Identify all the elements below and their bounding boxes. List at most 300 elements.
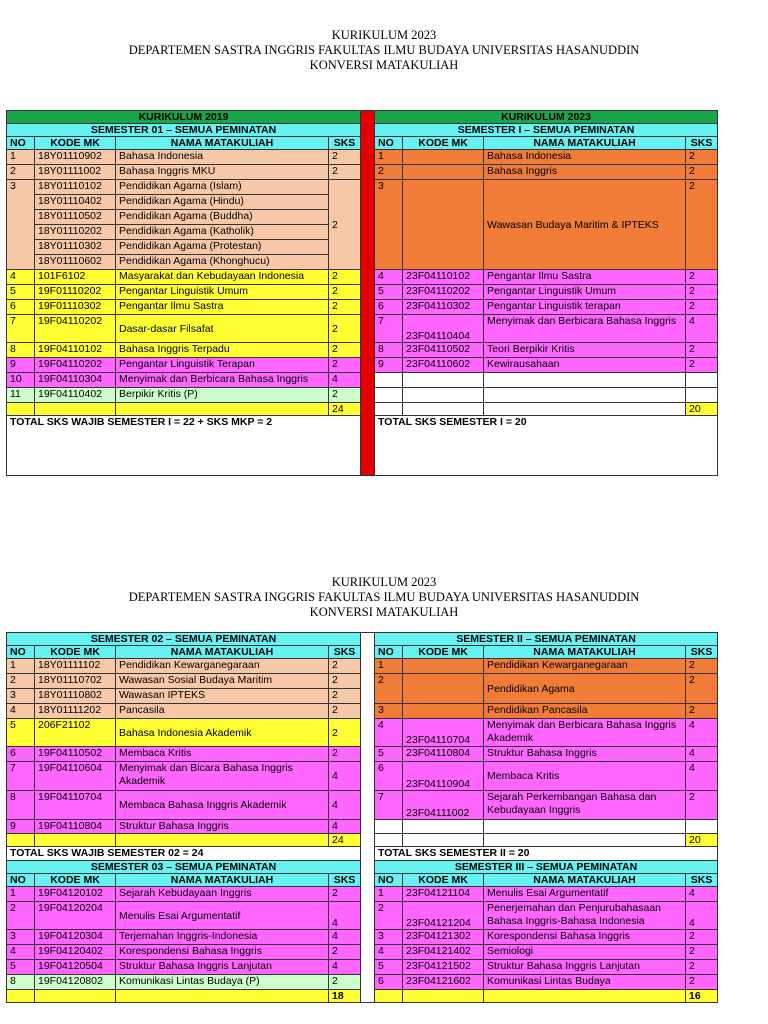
empty-cell <box>375 388 403 403</box>
cell-no: 6 <box>7 300 35 315</box>
empty-cell <box>403 373 484 388</box>
cell-kode: 23F04121204 <box>403 902 484 930</box>
cell-nama: Masyarakat dan Kebudayaan Indonesia <box>116 270 329 285</box>
empty-cell <box>686 388 718 403</box>
cell-nama: Sejarah Perkembangan Bahasa dan Kebudayaan Inggris <box>484 791 686 820</box>
col-header-kode: KODE MK <box>35 137 116 150</box>
empty-cell <box>403 834 484 847</box>
sks-total-right: 20 <box>686 834 718 847</box>
cell-kode: 18Y01111202 <box>35 704 116 719</box>
cell-no: 7 <box>375 315 403 343</box>
cell-nama: Teori Berpikir Kritis <box>484 343 686 358</box>
col-header-nama: NAMA MATAKULIAH <box>484 646 686 659</box>
cell-kode <box>403 180 484 270</box>
cell-kode: 206F21102 <box>35 719 116 747</box>
cell-no: 4 <box>375 945 403 960</box>
cell-sks: 4 <box>329 762 361 791</box>
sks-total-row <box>7 834 718 847</box>
cell-sks: 2 <box>329 719 361 747</box>
table-row <box>7 960 718 975</box>
gap-cell <box>361 689 375 704</box>
gap-cell <box>361 990 375 1003</box>
cell-nama: Pancasila <box>116 704 329 719</box>
cell-no: 1 <box>375 150 403 165</box>
semester-title-right: SEMESTER II – SEMUA PEMINATAN <box>375 633 718 646</box>
cell-sks: 2 <box>686 270 718 285</box>
heading-department: DEPARTEMEN SASTRA INGGRIS FAKULTAS ILMU BUDAYA UNIVERSITAS HASANUDDIN <box>128 590 640 604</box>
cell-sks: 2 <box>686 300 718 315</box>
cell-sks: 2 <box>686 358 718 373</box>
cell-no: 7 <box>7 762 35 791</box>
empty-cell <box>484 403 686 416</box>
gap-cell <box>361 762 375 791</box>
cell-kode: 18Y01110102 <box>35 180 116 195</box>
cell-no: 3 <box>375 930 403 945</box>
conversion-table-semester-1 <box>6 110 718 476</box>
gap-cell <box>361 820 375 834</box>
col-header-kode: KODE MK <box>403 646 484 659</box>
cell-kode: 23F04121104 <box>403 887 484 902</box>
cell-no: 3 <box>7 930 35 945</box>
cell-no: 5 <box>375 960 403 975</box>
empty-cell <box>484 834 686 847</box>
cell-sks: 2 <box>329 887 361 902</box>
cell-nama: Kewirausahaan <box>484 358 686 373</box>
cell-no: 5 <box>375 747 403 762</box>
cell-kode: 23F04121602 <box>403 975 484 990</box>
cell-kode: 23F04111002 <box>403 791 484 820</box>
cell-sks: 2 <box>686 960 718 975</box>
empty-cell <box>403 820 484 834</box>
cell-no: 3 <box>375 704 403 719</box>
cell-no: 6 <box>7 747 35 762</box>
cell-no: 9 <box>7 358 35 373</box>
cell-nama: Pendidikan Agama (Islam) <box>116 180 329 195</box>
conversion-table-semester-2-3 <box>6 632 718 1003</box>
cell-kode: 23F04121402 <box>403 945 484 960</box>
cell-no: 5 <box>7 719 35 747</box>
empty-cell <box>484 820 686 834</box>
cell-sks: 2 <box>329 285 361 300</box>
cell-nama: Membaca Kritis <box>116 747 329 762</box>
cell-no: 6 <box>375 975 403 990</box>
cell-nama: Semiologi <box>484 945 686 960</box>
cell-kode: 19F04110804 <box>35 820 116 834</box>
cell-sks: 2 <box>329 747 361 762</box>
cell-no: 4 <box>7 945 35 960</box>
empty-cell <box>35 403 116 416</box>
col-header-nama: NAMA MATAKULIAH <box>116 874 329 887</box>
cell-kode: 23F04121302 <box>403 930 484 945</box>
cell-kode: 23F04110704 <box>403 719 484 747</box>
empty-cell <box>35 990 116 1003</box>
cell-nama: Menyimak dan Berbicara Bahasa Inggris Akademik <box>484 719 686 747</box>
gap-cell <box>361 874 375 887</box>
cell-no: 1 <box>375 659 403 674</box>
empty-cell <box>403 388 484 403</box>
table-row <box>7 674 718 689</box>
cell-nama: Menyimak dan Berbicara Bahasa Inggris <box>116 373 329 388</box>
empty-cell <box>686 373 718 388</box>
heading-subtitle: KONVERSI MATAKULIAH <box>309 605 459 619</box>
cell-nama: Bahasa Indonesia Akademik <box>116 719 329 747</box>
cell-no: 9 <box>375 358 403 373</box>
kurikulum-2019-title: KURIKULUM 2019 <box>7 111 361 124</box>
cell-sks: 2 <box>329 180 361 270</box>
document-heading-top <box>0 28 768 73</box>
sks-total-left: 24 <box>329 403 361 416</box>
cell-kode: 18Y01110702 <box>35 674 116 689</box>
cell-sks: 2 <box>686 791 718 820</box>
cell-sks: 2 <box>686 704 718 719</box>
cell-no: 1 <box>7 887 35 902</box>
cell-nama: Membaca Bahasa Inggris Akademik <box>116 791 329 820</box>
table-row <box>7 659 718 674</box>
cell-kode: 19F04110102 <box>35 343 116 358</box>
gap-cell <box>361 945 375 960</box>
cell-sks: 4 <box>686 887 718 902</box>
cell-nama: Terjemahan Inggris-Indonesia <box>116 930 329 945</box>
cell-nama: Penerjemahan dan Penjurubahasaan Bahasa Inggris-Bahasa Indonesia <box>484 902 686 930</box>
col-header-no: NO <box>375 137 403 150</box>
cell-nama: Pendidikan Agama (Khonghucu) <box>116 255 329 270</box>
table-row <box>7 945 718 960</box>
cell-kode: 19F04120402 <box>35 945 116 960</box>
col-header-nama: NAMA MATAKULIAH <box>484 137 686 150</box>
sks-total-row <box>7 990 718 1003</box>
table-row <box>7 902 718 930</box>
cell-no: 2 <box>375 165 403 180</box>
cell-no: 5 <box>7 285 35 300</box>
cell-sks: 2 <box>686 180 718 270</box>
cell-kode: 19F04110304 <box>35 373 116 388</box>
cell-sks: 2 <box>329 315 361 343</box>
gap-cell <box>361 659 375 674</box>
empty-cell <box>375 990 403 1003</box>
total-sks-right-label: TOTAL SKS SEMESTER II = 20 <box>375 847 718 861</box>
cell-sks: 2 <box>329 689 361 704</box>
red-divider <box>361 111 375 476</box>
col-header-sks: SKS <box>329 874 361 887</box>
cell-no: 6 <box>375 300 403 315</box>
cell-kode: 23F04110904 <box>403 762 484 791</box>
cell-nama: Pendidikan Kewarganegaraan <box>484 659 686 674</box>
empty-cell <box>375 820 403 834</box>
cell-kode: 18Y01110202 <box>35 225 116 240</box>
cell-sks: 2 <box>329 975 361 990</box>
cell-nama: Pengantar Linguistik terapan <box>484 300 686 315</box>
gap-cell <box>361 747 375 762</box>
empty-cell <box>403 403 484 416</box>
gap-cell <box>361 674 375 689</box>
cell-kode <box>403 659 484 674</box>
cell-nama: Menyimak dan Bicara Bahasa Inggris Akademik <box>116 762 329 791</box>
cell-kode: 19F04110604 <box>35 762 116 791</box>
cell-sks: 2 <box>329 704 361 719</box>
cell-kode <box>403 165 484 180</box>
empty-cell <box>7 403 35 416</box>
empty-cell <box>116 834 329 847</box>
cell-no: 1 <box>7 150 35 165</box>
semester-title-left: SEMESTER 01 – SEMUA PEMINATAN <box>7 124 361 137</box>
heading-title: KURIKULUM 2023 <box>331 28 437 42</box>
col-header-sks: SKS <box>686 137 718 150</box>
cell-sks: 2 <box>686 285 718 300</box>
col-header-no: NO <box>375 874 403 887</box>
cell-no: 2 <box>375 902 403 930</box>
cell-kode: 23F04121502 <box>403 960 484 975</box>
cell-no: 2 <box>7 674 35 689</box>
gap-cell <box>361 861 375 874</box>
cell-sks: 2 <box>329 358 361 373</box>
cell-kode: 19F04120504 <box>35 960 116 975</box>
cell-nama: Korespondensi Bahasa Inggris <box>116 945 329 960</box>
cell-sks: 2 <box>329 150 361 165</box>
cell-sks: 4 <box>686 902 718 930</box>
cell-kode: 23F04110102 <box>403 270 484 285</box>
cell-kode: 23F04110404 <box>403 315 484 343</box>
cell-sks: 2 <box>686 930 718 945</box>
cell-kode: 19F04110502 <box>35 747 116 762</box>
col-header-no: NO <box>7 874 35 887</box>
sks-total-right: 16 <box>686 990 718 1003</box>
cell-kode: 18Y01110502 <box>35 210 116 225</box>
cell-kode: 19F04110704 <box>35 791 116 820</box>
col-header-kode: KODE MK <box>35 646 116 659</box>
sks-total-left: 24 <box>329 834 361 847</box>
cell-no: 5 <box>7 960 35 975</box>
document-heading-bottom <box>0 575 768 620</box>
table-row <box>7 719 718 747</box>
total-sks-left-label: TOTAL SKS WAJIB SEMESTER I = 22 + SKS MKP = 2 <box>7 416 361 476</box>
cell-no: 4 <box>7 704 35 719</box>
cell-nama: Pengantar Linguistik Umum <box>116 285 329 300</box>
table-row <box>7 930 718 945</box>
col-header-nama: NAMA MATAKULIAH <box>116 646 329 659</box>
cell-nama: Pengantar Ilmu Sastra <box>116 300 329 315</box>
col-header-no: NO <box>7 646 35 659</box>
cell-no: 9 <box>7 820 35 834</box>
cell-nama: Wawasan Sosial Budaya Maritim <box>116 674 329 689</box>
empty-cell <box>686 820 718 834</box>
cell-no: 5 <box>375 285 403 300</box>
cell-sks: 4 <box>329 960 361 975</box>
empty-cell <box>116 990 329 1003</box>
cell-nama: Wawasan IPTEKS <box>116 689 329 704</box>
table-row <box>7 975 718 990</box>
cell-sks: 2 <box>686 343 718 358</box>
total-sks-left-label: TOTAL SKS WAJIB SEMESTER 02 = 24 <box>7 847 361 861</box>
cell-sks: 2 <box>686 674 718 704</box>
cell-sks: 2 <box>686 165 718 180</box>
heading-subtitle: KONVERSI MATAKULIAH <box>309 58 459 72</box>
gap-cell <box>361 704 375 719</box>
cell-nama: Bahasa Indonesia <box>116 150 329 165</box>
gap-cell <box>361 930 375 945</box>
cell-kode: 19F04110402 <box>35 388 116 403</box>
col-header-nama: NAMA MATAKULIAH <box>116 137 329 150</box>
gap-cell <box>361 902 375 930</box>
cell-kode: 19F04120102 <box>35 887 116 902</box>
cell-sks: 2 <box>686 659 718 674</box>
empty-cell <box>7 834 35 847</box>
cell-nama: Pendidikan Agama (Buddha) <box>116 210 329 225</box>
cell-no: 4 <box>375 270 403 285</box>
cell-nama: Sejarah Kebudayaan Inggris <box>116 887 329 902</box>
cell-no: 11 <box>7 388 35 403</box>
col-header-nama: NAMA MATAKULIAH <box>484 874 686 887</box>
cell-no: 6 <box>375 762 403 791</box>
col-header-no: NO <box>7 137 35 150</box>
cell-nama: Komunikasi Lintas Budaya <box>484 975 686 990</box>
cell-kode: 18Y01110402 <box>35 195 116 210</box>
semester-title-right: SEMESTER III – SEMUA PEMINATAN <box>375 861 718 874</box>
cell-nama: Struktur Bahasa Inggris Lanjutan <box>484 960 686 975</box>
table-row <box>7 762 718 791</box>
col-header-sks: SKS <box>686 874 718 887</box>
cell-kode <box>403 150 484 165</box>
gap-cell <box>361 887 375 902</box>
cell-no: 4 <box>375 719 403 747</box>
col-header-no: NO <box>375 646 403 659</box>
gap-cell <box>361 960 375 975</box>
cell-nama: Bahasa Indonesia <box>484 150 686 165</box>
empty-cell <box>484 990 686 1003</box>
cell-nama: Pengantar Linguistik Umum <box>484 285 686 300</box>
cell-sks: 2 <box>329 270 361 285</box>
col-header-sks: SKS <box>329 137 361 150</box>
cell-nama: Menulis Esai Argumentatif <box>116 902 329 930</box>
table-row <box>7 820 718 834</box>
cell-nama: Menyimak dan Berbicara Bahasa Inggris <box>484 315 686 343</box>
cell-kode: 23F04110804 <box>403 747 484 762</box>
cell-sks: 4 <box>686 315 718 343</box>
cell-nama: Pendidikan Agama <box>484 674 686 704</box>
cell-sks: 2 <box>329 165 361 180</box>
cell-sks: 2 <box>329 945 361 960</box>
gap-cell <box>361 847 375 861</box>
cell-sks: 2 <box>329 300 361 315</box>
cell-no: 1 <box>375 887 403 902</box>
cell-nama: Membaca Kritis <box>484 762 686 791</box>
cell-kode: 18Y01110302 <box>35 240 116 255</box>
cell-nama: Bahasa Inggris Terpadu <box>116 343 329 358</box>
cell-kode <box>403 704 484 719</box>
cell-no: 7 <box>7 315 35 343</box>
cell-nama: Bahasa Inggris <box>484 165 686 180</box>
cell-no: 1 <box>7 659 35 674</box>
empty-cell <box>7 990 35 1003</box>
cell-no: 7 <box>375 791 403 820</box>
col-header-kode: KODE MK <box>403 137 484 150</box>
cell-no: 4 <box>7 270 35 285</box>
gap-cell <box>361 975 375 990</box>
cell-kode: 18Y01110602 <box>35 255 116 270</box>
cell-kode: 101F6102 <box>35 270 116 285</box>
cell-nama: Struktur Bahasa Inggris Lanjutan <box>116 960 329 975</box>
cell-no: 2 <box>7 902 35 930</box>
semester-title-left: SEMESTER 02 – SEMUA PEMINATAN <box>7 633 361 646</box>
sks-total-left: 18 <box>329 990 361 1003</box>
cell-no: 8 <box>7 791 35 820</box>
cell-kode: 23F04110302 <box>403 300 484 315</box>
heading-department: DEPARTEMEN SASTRA INGGRIS FAKULTAS ILMU BUDAYA UNIVERSITAS HASANUDDIN <box>128 43 640 57</box>
kurikulum-2023-title: KURIKULUM 2023 <box>375 111 718 124</box>
cell-nama: Berpikir Kritis (P) <box>116 388 329 403</box>
cell-sks: 4 <box>686 719 718 747</box>
cell-no: 8 <box>7 975 35 990</box>
table-row <box>7 887 718 902</box>
cell-sks: 4 <box>329 820 361 834</box>
cell-nama: Pengantar Linguistik Terapan <box>116 358 329 373</box>
empty-cell <box>484 373 686 388</box>
col-header-kode: KODE MK <box>35 874 116 887</box>
cell-nama: Korespondensi Bahasa Inggris <box>484 930 686 945</box>
empty-cell <box>35 834 116 847</box>
cell-sks: 2 <box>686 975 718 990</box>
cell-kode: 19F04120204 <box>35 902 116 930</box>
cell-no: 8 <box>375 343 403 358</box>
cell-sks: 4 <box>329 930 361 945</box>
cell-kode: 23F04110602 <box>403 358 484 373</box>
cell-no: 3 <box>7 689 35 704</box>
cell-nama: Pendidikan Pancasila <box>484 704 686 719</box>
cell-kode: 18Y01110802 <box>35 689 116 704</box>
cell-kode <box>403 674 484 704</box>
cell-sks: 2 <box>686 150 718 165</box>
cell-nama: Pendidikan Kewarganegaraan <box>116 659 329 674</box>
col-header-kode: KODE MK <box>403 874 484 887</box>
cell-kode: 18Y01111002 <box>35 165 116 180</box>
cell-no: 3 <box>375 180 403 270</box>
cell-nama: Pendidikan Agama (Hindu) <box>116 195 329 210</box>
cell-sks: 2 <box>329 674 361 689</box>
col-header-sks: SKS <box>329 646 361 659</box>
gap-cell <box>361 834 375 847</box>
cell-sks: 2 <box>329 343 361 358</box>
cell-kode: 19F01110302 <box>35 300 116 315</box>
gap-cell <box>361 633 375 646</box>
cell-nama: Menulis Esai Argumentatif <box>484 887 686 902</box>
empty-cell <box>116 403 329 416</box>
cell-kode: 19F04120802 <box>35 975 116 990</box>
empty-cell <box>375 403 403 416</box>
cell-no: 10 <box>7 373 35 388</box>
cell-nama: Pengantar Ilmu Sastra <box>484 270 686 285</box>
empty-cell <box>375 373 403 388</box>
cell-kode: 19F04120304 <box>35 930 116 945</box>
cell-sks: 4 <box>329 373 361 388</box>
cell-no: 2 <box>375 674 403 704</box>
semester-title-left: SEMESTER 03 – SEMUA PEMINATAN <box>7 861 361 874</box>
cell-nama: Struktur Bahasa Inggris <box>116 820 329 834</box>
cell-kode: 18Y01110902 <box>35 150 116 165</box>
cell-nama: Wawasan Budaya Maritim & IPTEKS <box>484 180 686 270</box>
cell-sks: 2 <box>329 388 361 403</box>
gap-cell <box>361 791 375 820</box>
table-row <box>7 704 718 719</box>
heading-title: KURIKULUM 2023 <box>331 575 437 589</box>
total-sks-right-label: TOTAL SKS SEMESTER I = 20 <box>375 416 718 476</box>
sks-total-right: 20 <box>686 403 718 416</box>
table-row <box>7 747 718 762</box>
cell-sks: 4 <box>686 762 718 791</box>
cell-kode: 18Y01111102 <box>35 659 116 674</box>
cell-nama: Pendidikan Agama (Protestan) <box>116 240 329 255</box>
cell-kode: 19F01110202 <box>35 285 116 300</box>
cell-no: 8 <box>7 343 35 358</box>
cell-nama: Struktur Bahasa Inggris <box>484 747 686 762</box>
